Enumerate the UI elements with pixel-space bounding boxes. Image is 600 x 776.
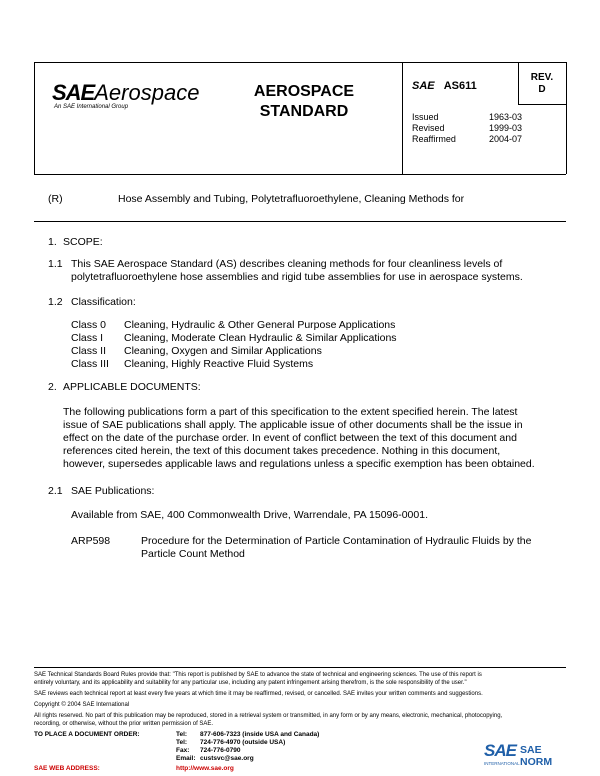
footer-review: SAE reviews each technical report at least every five years at which time it may be reaffirmed, revised, or cancelled. SAE invites your written comments and suggestions. [34,691,483,697]
section-2-number: 2. [48,381,57,393]
class-name: Class II [71,345,107,357]
revision-marker: (R) [48,193,63,205]
paragraph-line: Procedure for the Determination of Particle Contamination of Hydraulic Fluids by the [141,535,532,547]
contact-label: Tel: [176,731,188,738]
date-value: 2004-07 [488,134,522,144]
header-divider-rule [402,62,403,174]
section-1-1-number: 1.1 [48,258,63,270]
class-desc: Cleaning, Hydraulic & Other General Purpose Applications [124,319,396,331]
doc-number: AS611 [443,80,477,92]
title-line-2: STANDARD [259,103,349,120]
date-label: Reaffirmed [412,134,456,144]
list-item [71,319,397,332]
sae-norm-logo [484,741,574,771]
sae-aerospace-logo [52,80,199,106]
date-value: 1999-03 [488,123,522,133]
logo-sae: SAE [52,80,95,105]
doc-number-block [412,80,477,92]
brand-sub: INTERNATIONAL [484,761,520,766]
sae-mark: SAE [412,80,435,92]
class-name: Class 0 [71,319,107,331]
arp-title [141,535,551,561]
rev-box [518,72,566,96]
class-desc: Cleaning, Moderate Clean Hydraulic & Similar Applications [124,332,397,344]
section-2-title: APPLICABLE DOCUMENTS: [63,381,201,393]
rev-label: REV. [530,72,554,83]
phone-link[interactable]: 877-606-7323 (inside USA and Canada) [200,731,320,738]
paragraph-line: references cited herein, the text of this document takes precedence. Nothing in this document, [63,445,501,457]
section-1-2-number: 1.2 [48,296,63,308]
footer-line: All rights reserved. No part of this publication may be reproduced, stored in a retrieval system or transmitted, in any form or by any means, electronic, mechanical, photocopying, [34,713,503,719]
footer-rights [34,712,574,728]
list-item [71,358,397,371]
date-value: 1963-03 [488,112,522,122]
header-right-rule [566,62,567,174]
contact-label: Tel: [176,739,188,746]
order-label: TO PLACE A DOCUMENT ORDER: [34,731,140,738]
class-name: Class III [71,358,109,370]
title-rule [34,221,566,222]
arp-number: ARP598 [71,535,111,547]
date-label: Revised [412,123,445,133]
paragraph-line: The following publications form a part of this specification to the extent specified herein. The latest [63,406,518,418]
footer-rule [34,667,566,668]
paragraph-line: however, supersedes applicable laws and regulations unless a specific exemption has been obtained. [63,458,535,470]
paragraph-line: effect on the date of the purchase order. In event of conflict between the text of this document and [63,432,517,444]
section-1-1-text [71,258,551,284]
brand-norm: SAE NORM [520,744,553,768]
list-item [71,345,397,358]
date-row-reaffirmed [412,134,522,145]
section-2-paragraph [63,406,563,471]
web-address-label: SAE WEB ADDRESS: [34,765,100,772]
header-left-rule [34,62,35,174]
section-2-1-title: SAE Publications: [71,485,155,497]
availability-text: Available from SAE, 400 Commonwealth Drive, Warrendale, PA 15096-0001. [71,509,428,521]
contact-values [200,731,319,763]
paragraph-line: Particle Count Method [141,548,245,560]
class-desc: Cleaning, Oxygen and Similar Applications [124,345,322,357]
web-address-link[interactable]: http://www.sae.org [176,765,234,772]
fax-value: 724-776-0790 [200,747,241,754]
section-1-2-title: Classification: [71,296,136,308]
document-title: Hose Assembly and Tubing, Polytetrafluoroethylene, Cleaning Methods for [118,193,465,205]
section-1-number: 1. [48,236,57,248]
section-2-1-number: 2.1 [48,485,63,497]
dates-table [412,112,522,145]
footer-line: recording, or otherwise, without the prior written permission of SAE. [34,721,214,727]
doc-type-title [232,82,376,122]
paragraph-line: polytetrafluoroethylene hose assemblies and rigid tube assemblies for use in aerospace systems. [71,271,523,283]
date-row-issued [412,112,522,123]
footer-line: SAE Technical Standards Board Rules provide that: "This report is published by SAE to advance the state of technical and engineering sciences. The use of this report is [34,672,482,678]
list-item [71,332,397,345]
date-label: Issued [412,112,439,122]
section-1-title: SCOPE: [63,236,103,248]
class-name: Class I [71,332,104,344]
footer-copyright: Copyright © 2004 SAE International [34,702,130,708]
logo-aerospace: Aerospace [94,80,200,105]
brand-sae: SAE [484,741,516,760]
header-bottom-rule [34,174,566,175]
rev-bottom-rule [518,104,566,105]
footer-line: entirely voluntary, and its applicability and suitability for any particular use, including any patent infringement arising therefrom, is the sole responsibility of the user." [34,680,467,686]
header-top-rule [34,62,566,63]
paragraph-line: This SAE Aerospace Standard (AS) describes cleaning methods for four cleanliness levels of [71,258,503,270]
paragraph-line: issue of SAE publications shall apply. The applicable issue of other documents shall be the issue in [63,419,523,431]
phone-link[interactable]: 724-776-4970 (outside USA) [200,739,286,746]
title-line-1: AEROSPACE [253,83,355,100]
contact-label: Fax: [176,747,190,754]
rev-value: D [538,84,546,95]
footer-rules-text [34,671,574,687]
contact-labels [176,731,196,763]
logo-subtitle: An SAE International Group [54,104,129,110]
date-row-revised [412,123,522,134]
email-link[interactable]: custsvc@sae.org [200,755,254,762]
classification-list [71,319,397,371]
contact-label: Email: [176,755,196,762]
class-desc: Cleaning, Highly Reactive Fluid Systems [124,358,314,370]
